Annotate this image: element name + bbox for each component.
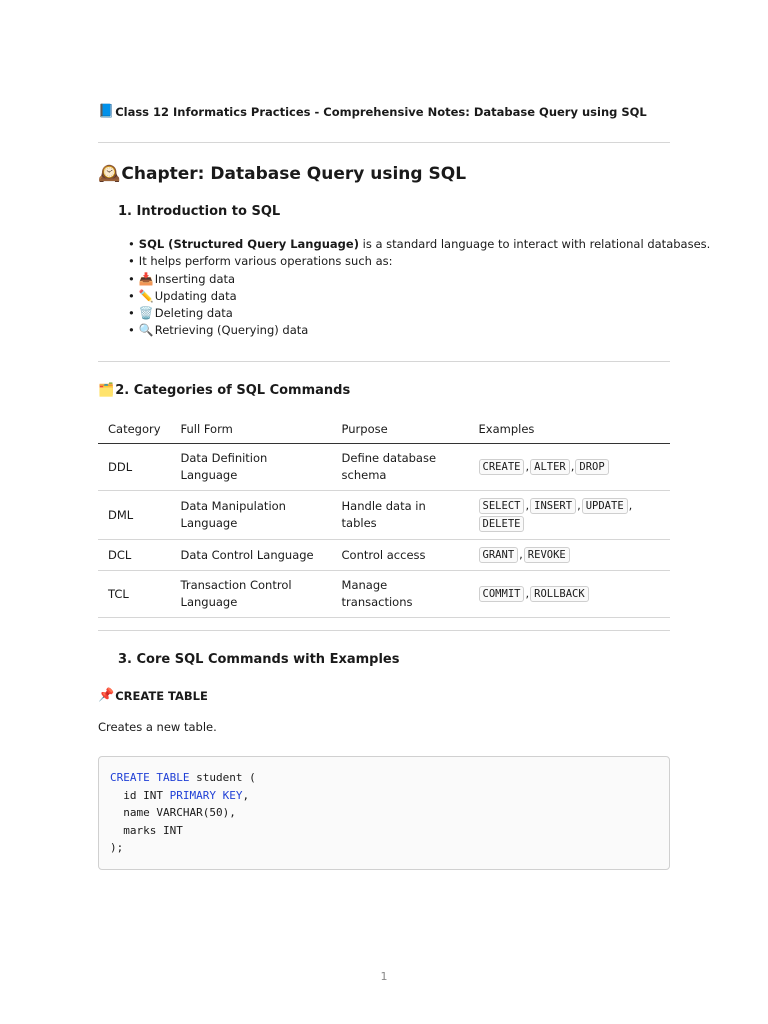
- column-header: Examples: [469, 418, 670, 444]
- table-row: [98, 571, 670, 618]
- purpose-cell: Define database schema: [332, 444, 469, 491]
- table-row: [98, 491, 670, 540]
- list-item: • It helps perform various operations such as:: [128, 254, 393, 269]
- examples-cell: CREATE , ALTER , DROP: [469, 444, 670, 491]
- column-header: Full Form: [171, 418, 332, 444]
- full-form-cell: Data Manipulation Language: [171, 491, 332, 540]
- purpose-cell: Control access: [332, 540, 469, 571]
- command-code: INSERT: [530, 498, 576, 514]
- examples-cell: COMMIT , ROLLBACK: [469, 571, 670, 618]
- inbox-tray-icon: 📥: [138, 271, 154, 286]
- table-header-row: [98, 418, 670, 444]
- full-form-cell: Data Definition Language: [171, 444, 332, 491]
- command-code: DROP: [575, 459, 608, 475]
- document-title: 📘 Class 12 Informatics Practices - Comprehensive Notes: Database Query using SQL: [98, 104, 647, 119]
- purpose-cell: Manage transactions: [332, 571, 469, 618]
- table-row: [98, 444, 670, 491]
- code-block: CREATE TABLE student ( id INT PRIMARY KEY, name VARCHAR(50), marks INT );: [98, 756, 670, 870]
- table-row: [98, 540, 670, 571]
- command-code: UPDATE: [582, 498, 628, 514]
- pencil-icon: ✏️: [138, 288, 154, 303]
- command-code: ALTER: [530, 459, 570, 475]
- command-code: ROLLBACK: [530, 586, 589, 602]
- code-keyword: CREATE: [110, 771, 150, 784]
- list-item: • 🔍 Retrieving (Querying) data: [128, 322, 710, 339]
- magnifier-icon: 🔍: [138, 323, 154, 338]
- command-code: DELETE: [479, 516, 525, 532]
- purpose-cell: Handle data in tables: [332, 491, 469, 540]
- section-heading-core-commands: 3. Core SQL Commands with Examples: [118, 652, 400, 667]
- column-header: Category: [98, 418, 171, 444]
- page-number: 1: [380, 970, 388, 983]
- category-cell: DDL: [98, 444, 171, 491]
- command-code: CREATE: [479, 459, 525, 475]
- command-code: SELECT: [479, 498, 525, 514]
- list-item: • SQL (Structured Query Language) is a standard language to interact with relational databases.: [128, 237, 711, 251]
- examples-cell: GRANT , REVOKE: [469, 540, 670, 571]
- intro-bullet-list: [128, 236, 710, 340]
- divider: [98, 142, 670, 143]
- wastebasket-icon: 🗑️: [138, 306, 154, 321]
- clock-icon: 🕰️: [98, 163, 121, 184]
- full-form-cell: Transaction Control Language: [171, 571, 332, 618]
- examples-cell: SELECT , INSERT , UPDATE , DELETE: [469, 491, 670, 540]
- category-cell: DML: [98, 491, 171, 540]
- card-index-dividers-icon: 🗂️: [98, 383, 115, 398]
- command-code: REVOKE: [524, 547, 570, 563]
- pushpin-icon: 📌: [98, 688, 115, 703]
- divider: [98, 361, 670, 362]
- command-code: GRANT: [479, 547, 519, 563]
- list-item: • 📥 Inserting data: [128, 271, 710, 288]
- chapter-title: 🕰️ Chapter: Database Query using SQL: [98, 163, 467, 184]
- category-cell: DCL: [98, 540, 171, 571]
- category-cell: TCL: [98, 571, 171, 618]
- code-keyword: PRIMARY KEY: [169, 788, 243, 802]
- blue-book-icon: 📘: [98, 104, 115, 119]
- list-item: • ✏️ Updating data: [128, 288, 710, 305]
- section-heading-categories: 🗂️ 2. Categories of SQL Commands: [98, 383, 351, 398]
- full-form-cell: Data Control Language: [171, 540, 332, 571]
- column-header: Purpose: [332, 418, 469, 444]
- list-item: • 🗑️ Deleting data: [128, 305, 710, 322]
- description-text: Creates a new table.: [98, 720, 217, 734]
- section-heading-introduction: 1. Introduction to SQL: [118, 204, 281, 219]
- command-code: COMMIT: [479, 586, 525, 602]
- divider: [98, 630, 670, 631]
- subheading-create-table: 📌 CREATE TABLE: [98, 688, 208, 703]
- sql-categories-table: [98, 418, 670, 618]
- code-keyword: TABLE: [156, 771, 190, 784]
